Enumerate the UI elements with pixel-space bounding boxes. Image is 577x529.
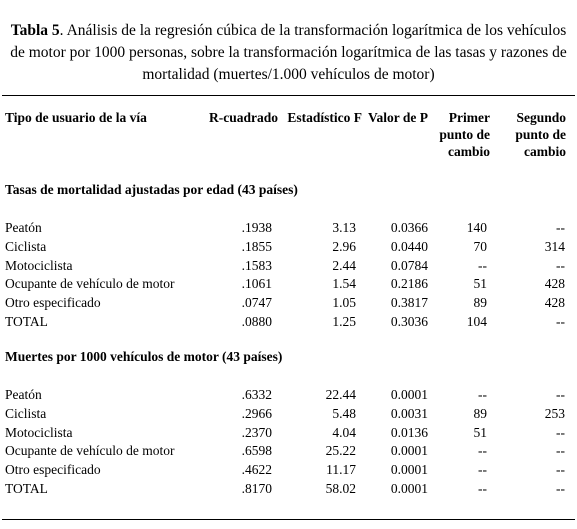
cell-p-value: 0.0784 — [390, 258, 428, 273]
table-caption — [6, 20, 571, 86]
cell-road-user: Otro especificado — [5, 462, 101, 477]
cell-first-change-point: -- — [478, 462, 487, 477]
cell-p-value: 0.3817 — [390, 295, 428, 310]
header-road-user: Tipo de usuario de la vía — [5, 110, 147, 125]
cell-first-change-point: 89 — [473, 295, 487, 310]
cell-f-statistic: 11.17 — [326, 462, 356, 477]
cell-p-value: 0.0366 — [390, 220, 428, 235]
cell-first-change-point: -- — [478, 258, 487, 273]
cell-r-squared: .6598 — [241, 443, 272, 458]
cell-first-change-point: 140 — [466, 220, 487, 235]
cell-f-statistic: 22.44 — [325, 387, 356, 402]
cell-f-statistic: 1.05 — [332, 295, 356, 310]
table-row — [0, 218, 577, 237]
cell-p-value: 0.0001 — [390, 481, 428, 496]
cell-road-user: Peatón — [5, 220, 42, 235]
cell-f-statistic: 1.54 — [332, 276, 356, 291]
cell-r-squared: .2966 — [241, 406, 272, 421]
cell-p-value: 0.0440 — [390, 239, 428, 254]
cell-f-statistic: 5.48 — [332, 406, 356, 421]
cell-first-change-point: 51 — [473, 425, 487, 440]
cell-road-user: TOTAL — [5, 481, 48, 496]
cell-second-change-point: 253 — [544, 406, 565, 421]
header-first-change-point: Primer punto de cambio — [439, 110, 490, 159]
cell-first-change-point: -- — [478, 443, 487, 458]
cell-r-squared: .4622 — [241, 462, 272, 477]
cell-r-squared: .2370 — [241, 425, 272, 440]
cell-p-value: 0.3036 — [390, 314, 428, 329]
table-row — [0, 312, 577, 331]
cell-r-squared: .1938 — [241, 220, 272, 235]
cell-r-squared: .6332 — [241, 387, 272, 402]
table-row — [0, 385, 577, 404]
cell-second-change-point: -- — [556, 443, 565, 458]
cell-second-change-point: -- — [556, 314, 565, 329]
cell-f-statistic: 58.02 — [325, 481, 356, 496]
table-caption-text: . Análisis de la regresión cúbica de la transformación logarítmica de los vehículos de motor por 1000 personas, sobre la transformación logarítmica de las tasas y razones de mortalidad (muertes/1.000 vehículos de motor) — [10, 22, 567, 83]
cell-first-change-point: -- — [478, 387, 487, 402]
header-f-statistic: Estadístico F — [287, 110, 362, 125]
cell-p-value: 0.0001 — [390, 462, 428, 477]
table-row — [0, 479, 577, 498]
cell-road-user: Ciclista — [5, 239, 47, 254]
cell-first-change-point: 70 — [473, 239, 487, 254]
cell-second-change-point: 428 — [544, 295, 565, 310]
cell-f-statistic: 1.25 — [332, 314, 356, 329]
table-row — [0, 256, 577, 275]
cell-road-user: Otro especificado — [5, 295, 101, 310]
cell-second-change-point: -- — [556, 387, 565, 402]
cell-r-squared: .1583 — [241, 258, 272, 273]
top-rule — [2, 95, 575, 96]
cell-road-user: Ocupante de vehículo de motor — [5, 276, 175, 291]
cell-first-change-point: 89 — [473, 406, 487, 421]
table-row — [0, 460, 577, 479]
table-row — [0, 423, 577, 442]
cell-f-statistic: 25.22 — [325, 443, 356, 458]
table-row — [0, 404, 577, 423]
table-label: Tabla 5 — [10, 22, 60, 39]
cell-road-user: Motociclista — [5, 425, 73, 440]
cell-p-value: 0.0001 — [390, 387, 428, 402]
cell-road-user: Ciclista — [5, 406, 47, 421]
cell-r-squared: .1855 — [241, 239, 272, 254]
cell-f-statistic: 2.96 — [332, 239, 356, 254]
cell-road-user: Motociclista — [5, 258, 73, 273]
cell-r-squared: .8170 — [241, 481, 272, 496]
table-row — [0, 293, 577, 312]
cell-p-value: 0.0001 — [390, 443, 428, 458]
cell-second-change-point: 428 — [544, 276, 565, 291]
cell-p-value: 0.2186 — [390, 276, 428, 291]
cell-second-change-point: 314 — [544, 239, 565, 254]
cell-road-user: TOTAL — [5, 314, 48, 329]
table-row — [0, 237, 577, 256]
header-r-squared: R-cuadrado — [208, 110, 278, 125]
cell-f-statistic: 3.13 — [332, 220, 356, 235]
cell-r-squared: .0747 — [241, 295, 272, 310]
header-second-change-point: Segundo punto de cambio — [515, 110, 566, 159]
cell-second-change-point: -- — [556, 258, 565, 273]
cell-p-value: 0.0031 — [390, 406, 428, 421]
cell-first-change-point: -- — [478, 481, 487, 496]
bottom-rule — [2, 519, 575, 520]
table-row — [0, 441, 577, 460]
section-title-deaths-per-vehicles: Muertes por 1000 vehículos de motor (43 países) — [5, 349, 283, 364]
cell-r-squared: .0880 — [241, 314, 272, 329]
header-p-value: Valor de P — [367, 110, 428, 125]
cell-f-statistic: 4.04 — [332, 425, 356, 440]
cell-first-change-point: 104 — [466, 314, 487, 329]
cell-second-change-point: -- — [556, 481, 565, 496]
cell-road-user: Ocupante de vehículo de motor — [5, 443, 175, 458]
table-row — [0, 274, 577, 293]
cell-second-change-point: -- — [556, 425, 565, 440]
cell-f-statistic: 2.44 — [332, 258, 356, 273]
cell-road-user: Peatón — [5, 387, 42, 402]
section-title-mortality-rates: Tasas de mortalidad ajustadas por edad (43 países) — [5, 182, 298, 197]
cell-second-change-point: -- — [556, 220, 565, 235]
cell-r-squared: .1061 — [241, 276, 272, 291]
cell-first-change-point: 51 — [473, 276, 487, 291]
cell-second-change-point: -- — [556, 462, 565, 477]
cell-p-value: 0.0136 — [390, 425, 428, 440]
